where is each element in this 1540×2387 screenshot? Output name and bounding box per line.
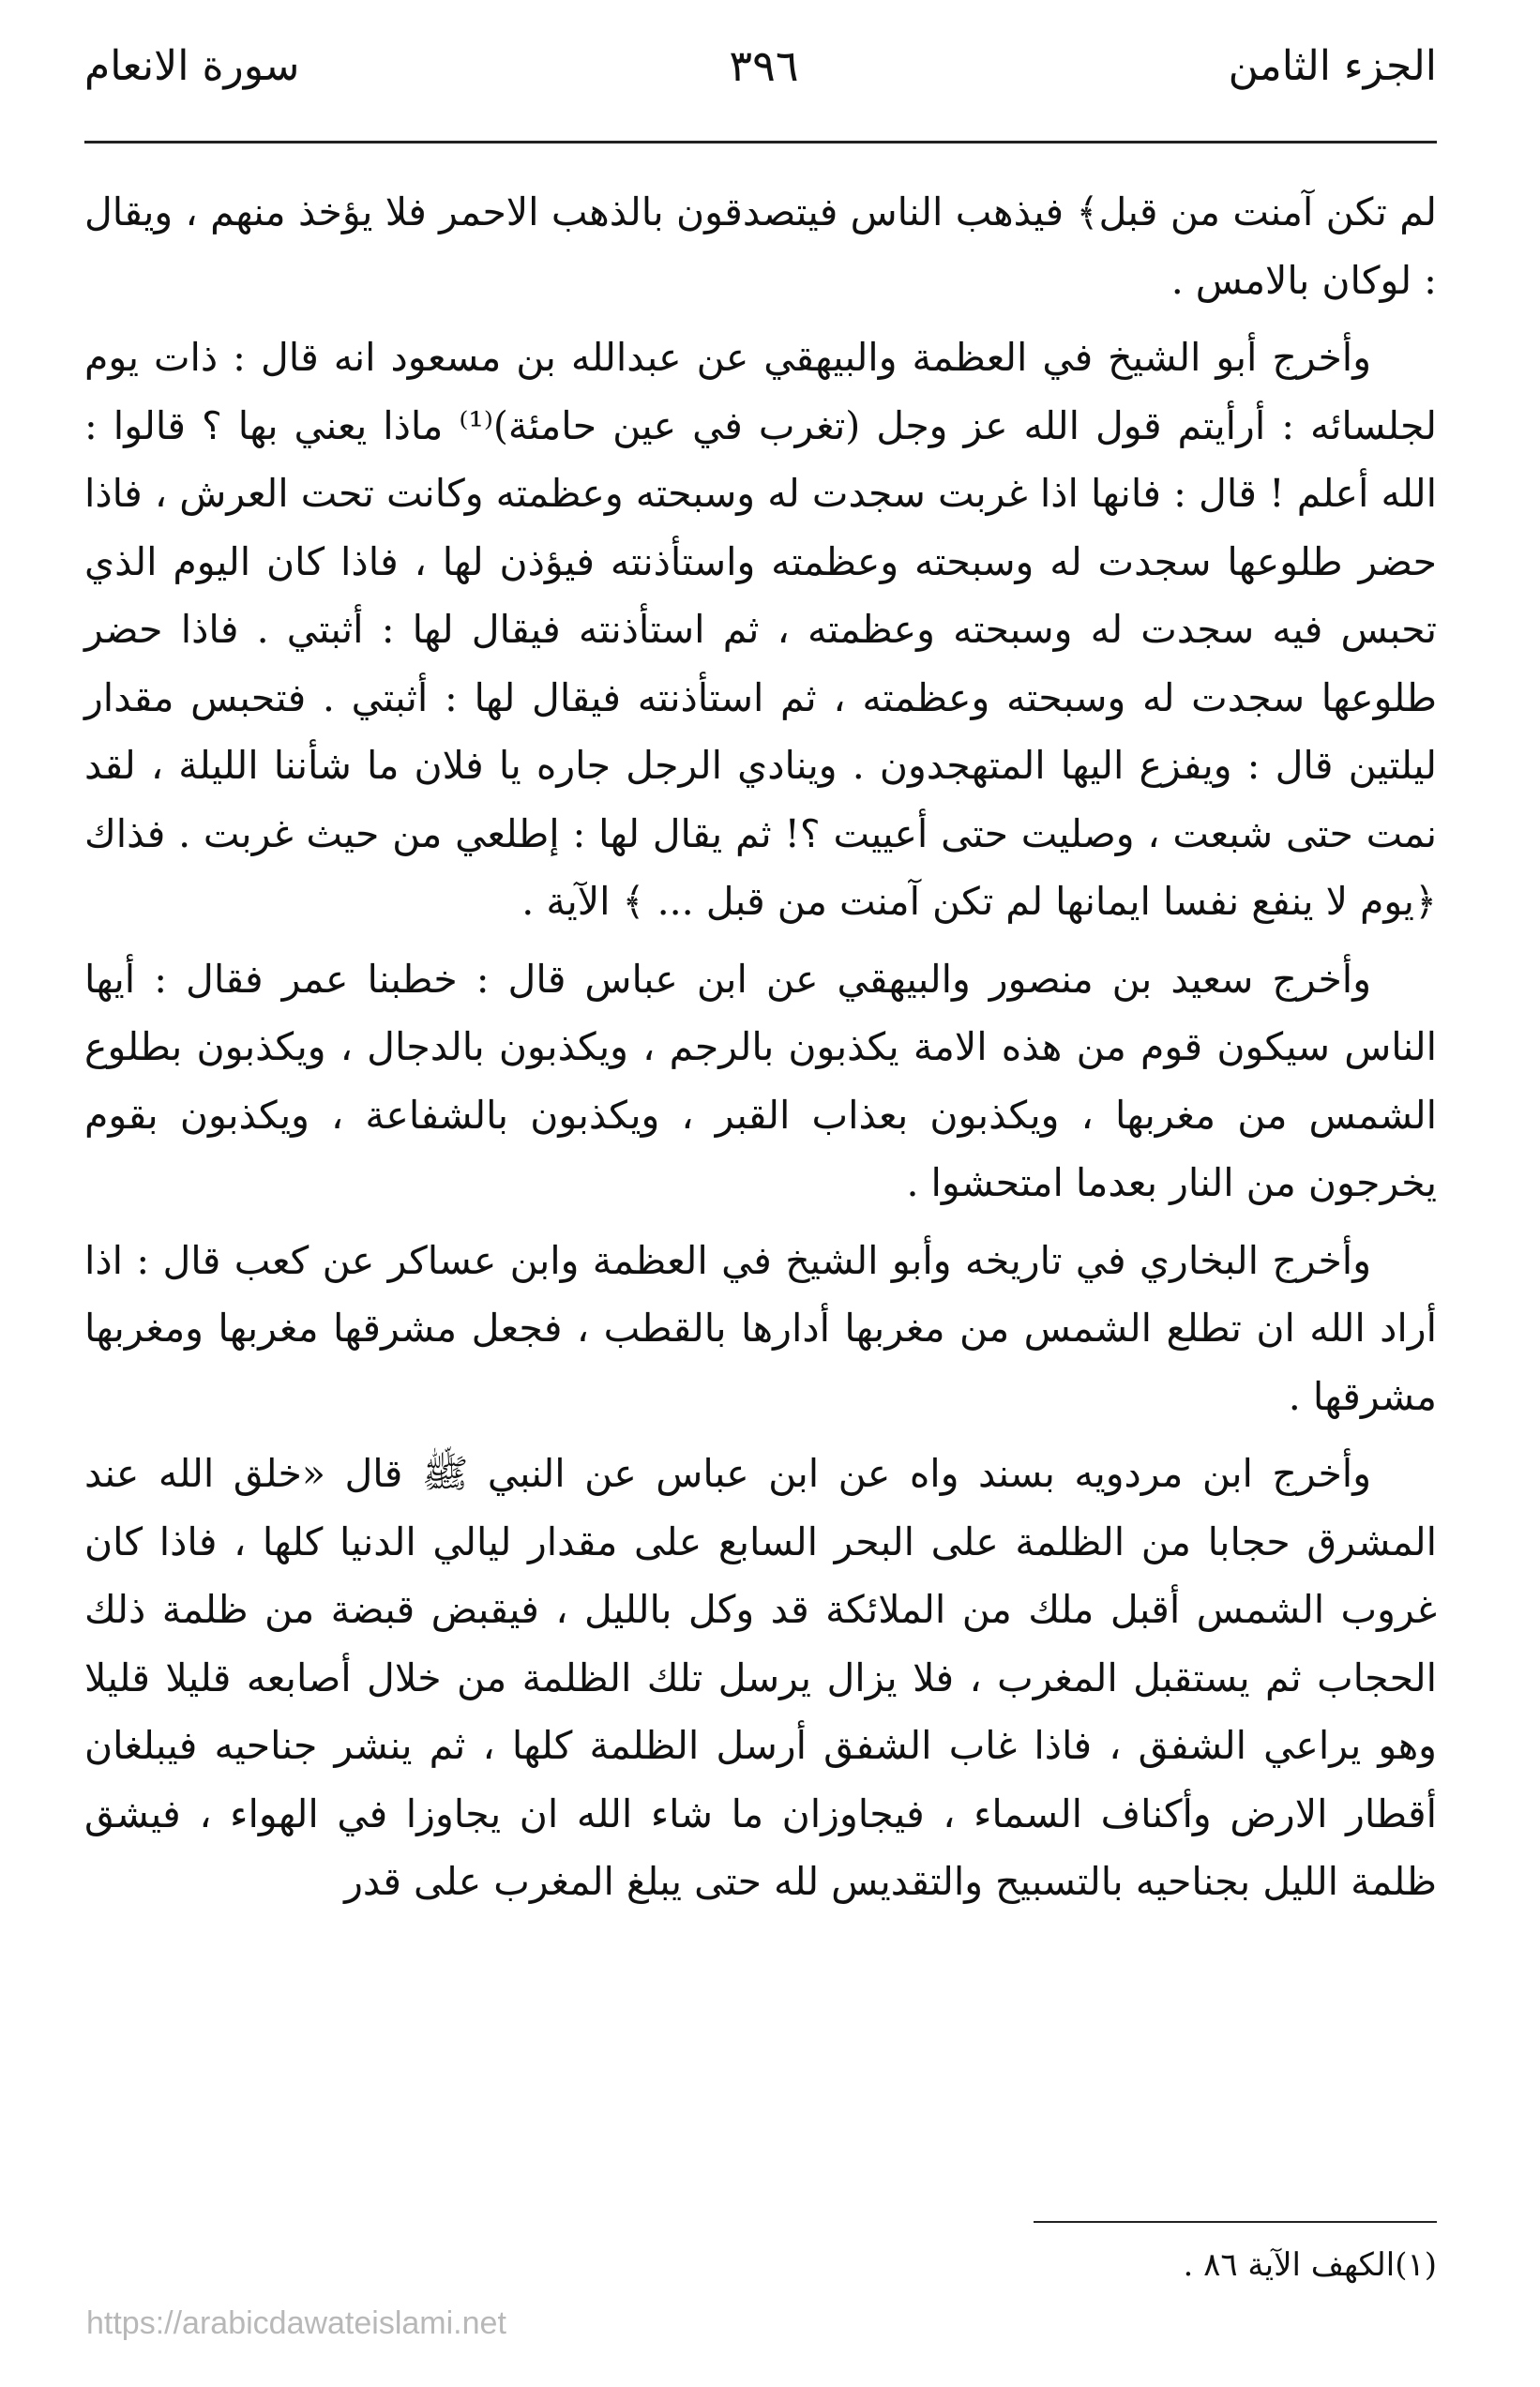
page-number: ٣٩٦ [729, 40, 799, 91]
footnote-divider [1034, 2221, 1437, 2223]
watermark-url: https://arabicdawateislami.net [86, 2305, 506, 2341]
running-head-part: الجزء الثامن [1228, 41, 1437, 90]
running-head-surah: سورة الانعام [84, 41, 300, 90]
header-divider [84, 141, 1437, 144]
main-text [84, 178, 1437, 1926]
paragraph: وأخرج البخاري في تاريخه وأبو الشيخ في العظمة وابن عساكر عن كعب قال : اذا أراد الله ان تطلع الشمس من مغربها أدارها بالقطب ، فجعل مشرقها مغربها ومغربها مشرقها . [84, 1237, 1437, 1419]
page-header [84, 28, 1437, 103]
paragraph: وأخرج سعيد بن منصور والبيهقي عن ابن عباس قال : خطبنا عمر فقال : أيها الناس سيكون قوم من هذه الامة يكذبون بالرجم ، ويكذبون بالدجال ، ويكذبون بطلوع الشمس من مغربها ، ويكذبون بعذاب القبر ، ويكذبون بالشفاعة ، ويكذبون بقوم يخرجون من النار بعدما امتحشوا . [84, 956, 1437, 1205]
paragraph: وأخرج ابن مردويه بسند واه عن ابن عباس عن النبي ﷺ قال «خلق الله عند المشرق حجابا من الظلمة على البحر السابع على مقدار ليالي الدنيا كلها ، فاذا كان غروب الشمس أقبل ملك من الملائكة قد وكل بالليل ، فيقبض قبضة من ظلمة ذلك الحجاب ثم يستقبل المغرب ، فلا يزال يرسل تلك الظلمة من خلال أصابعه قليلا قليلا وهو يراعي الشفق ، فاذا غاب الشفق أرسل الظلمة كلها ، ثم ينشر جناحيه فيبلغان أقطار الارض وأكناف السماء ، فيجاوزان ما شاء الله ان يجاوزا في الهواء ، فيشق ظلمة الليل بجناحيه بالتسبيح والتقديس لله حتى يبلغ المغرب على قدر [84, 1451, 1437, 1904]
paragraph: لم تكن آمنت من قبل﴾ فيذهب الناس فيتصدقون بالذهب الاحمر فلا يؤخذ منهم ، ويقال : لوكان بالامس . [84, 189, 1437, 303]
footnote: (١)الكهف الآية ٨٦ . [1183, 2246, 1437, 2284]
paragraph: وأخرج أبو الشيخ في العظمة والبيهقي عن عبدالله بن مسعود انه قال : ذات يوم لجلسائه : أرأيتم قول الله عز وجل (تغرب في عين حامئة)⁽¹⁾ ماذا يعني بها ؟ قالوا : الله أعلم ! قال : فانها اذا غربت سجدت له وسبحته وعظمته وكانت تحت العرش ، فاذا حضر طلوعها سجدت له وسبحته وعظمته واستأذنته فيؤذن لها ، فاذا كان اليوم الذي تحبس فيه سجدت له وسبحته وعظمته ، ثم استأذنته فيقال لها : أثبتي . فاذا حضر طلوعها سجدت له وسبحته وعظمته ، ثم استأذنته فيقال لها : أثبتي . فتحبس مقدار ليلتين قال : ويفزع اليها المتهجدون . وينادي الرجل جاره يا فلان ما شأننا الليلة ، لقد نمت حتى شبعت ، وصليت حتى أعييت ؟! ثم يقال لها : إطلعي من حيث غربت . فذاك ﴿يوم لا ينفع نفسا ايمانها لم تكن آمنت من قبل ... ﴾ الآية . [84, 335, 1438, 924]
